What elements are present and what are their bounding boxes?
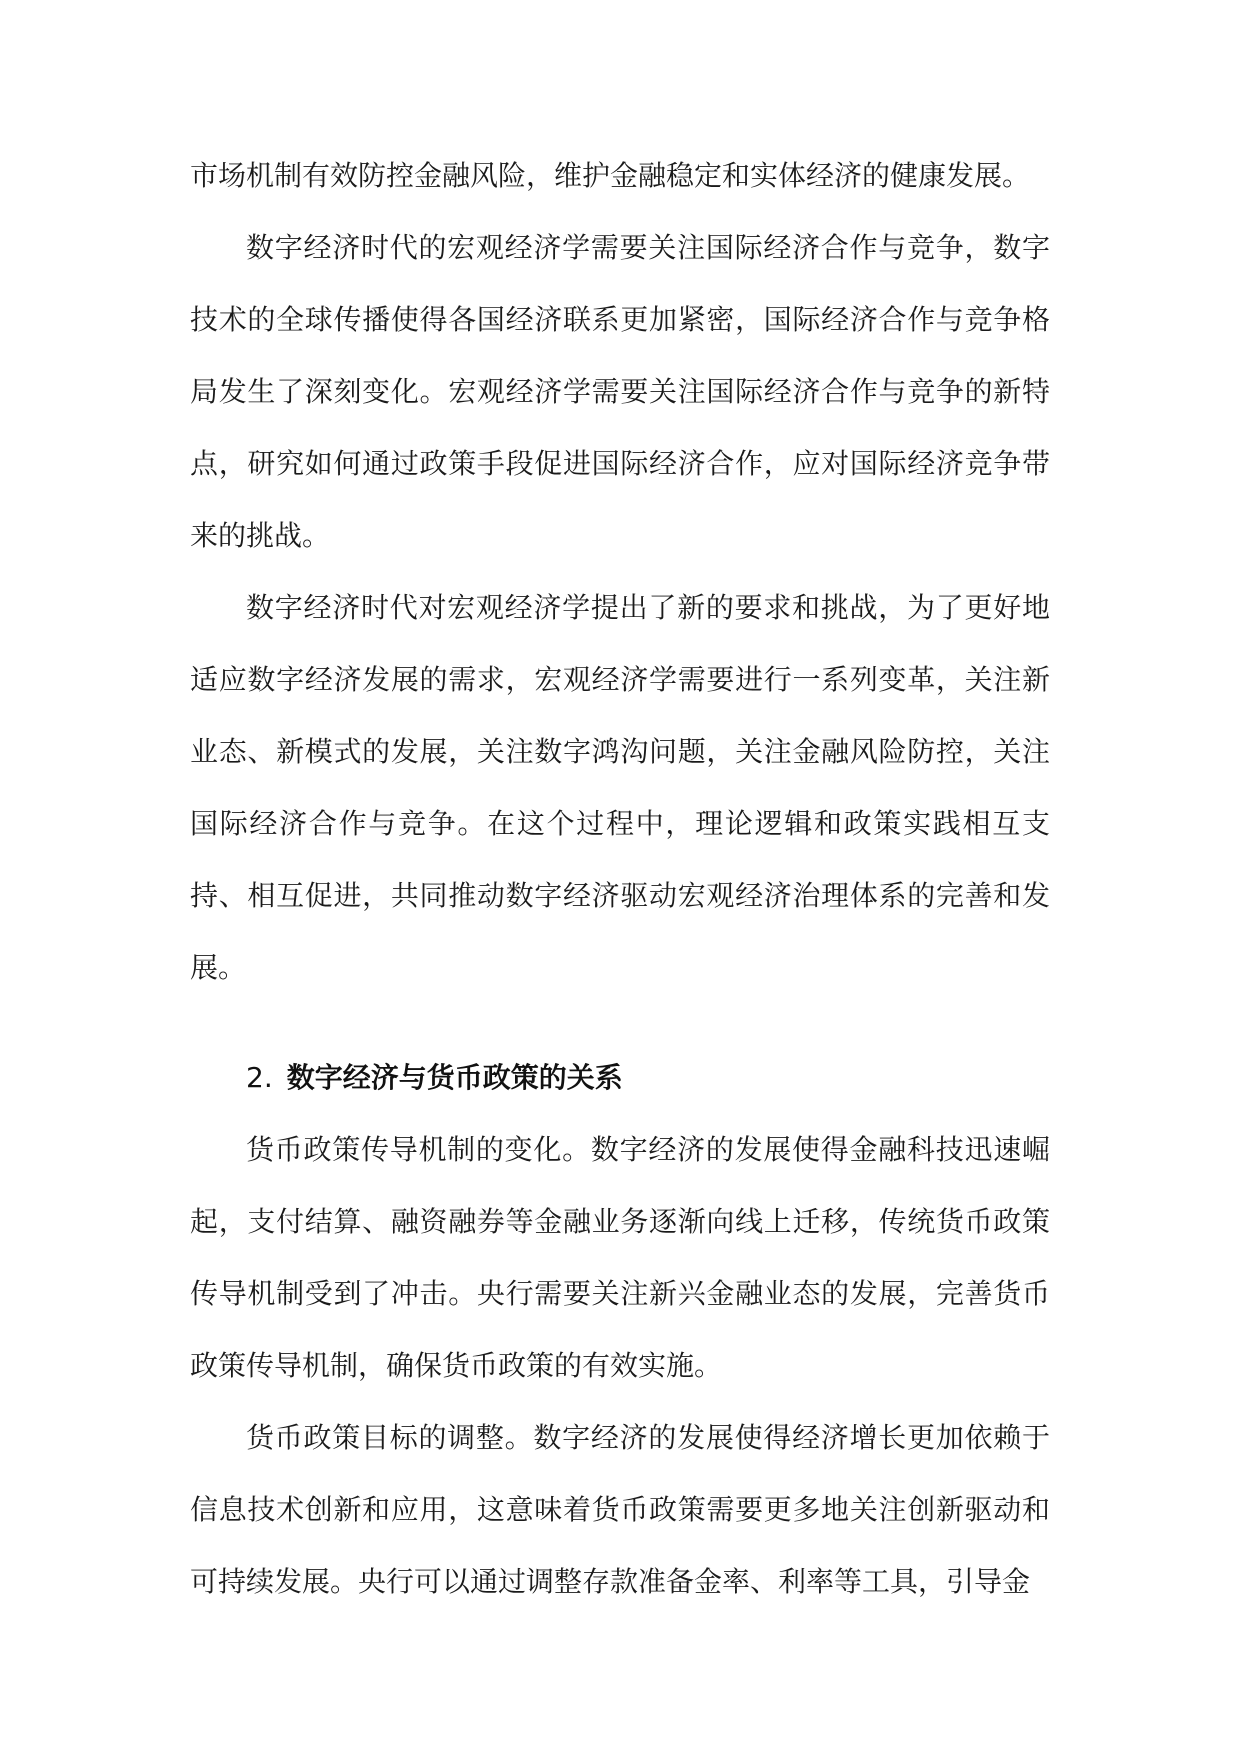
document-body <box>190 140 1050 1618</box>
paragraph-continuation: 市场机制有效防控金融风险，维护金融稳定和实体经济的健康发展。 <box>190 159 1031 192</box>
paragraph-transmission-mechanism: 货币政策传导机制的变化。数字经济的发展使得金融科技迅速崛起，支付结算、融资融券等金融业务逐渐向线上迁移，传统货币政策传导机制受到了冲击。央行需要关注新兴金融业态的发展，完善货币政策传导机制，确保货币政策的有效实施。 <box>190 1133 1050 1382</box>
section-title: 数字经济与货币政策的关系 <box>286 1061 623 1094</box>
paragraph-macroeconomic-reform: 数字经济时代对宏观经济学提出了新的要求和挑战，为了更好地适应数字经济发展的需求，宏观经济学需要进行一系列变革，关注新业态、新模式的发展，关注数字鸿沟问题，关注金融风险防控，关注国际经济合作与竞争。在这个过程中，理论逻辑和政策实践相互支持、相互促进，共同推动数字经济驱动宏观经济治理体系的完善和发展。 <box>190 591 1050 984</box>
paragraph-international-cooperation: 数字经济时代的宏观经济学需要关注国际经济合作与竞争，数字技术的全球传播使得各国经济联系更加紧密，国际经济合作与竞争格局发生了深刻变化。宏观经济学需要关注国际经济合作与竞争的新特点，研究如何通过政策手段促进国际经济合作，应对国际经济竞争带来的挑战。 <box>190 231 1050 552</box>
section-heading <box>190 1042 1050 1114</box>
section-number: 2. <box>246 1061 273 1094</box>
paragraph-policy-targets: 货币政策目标的调整。数字经济的发展使得经济增长更加依赖于信息技术创新和应用，这意味着货币政策需要更多地关注创新驱动和可持续发展。央行可以通过调整存款准备金率、利率等工具，引导金 <box>190 1421 1050 1598</box>
